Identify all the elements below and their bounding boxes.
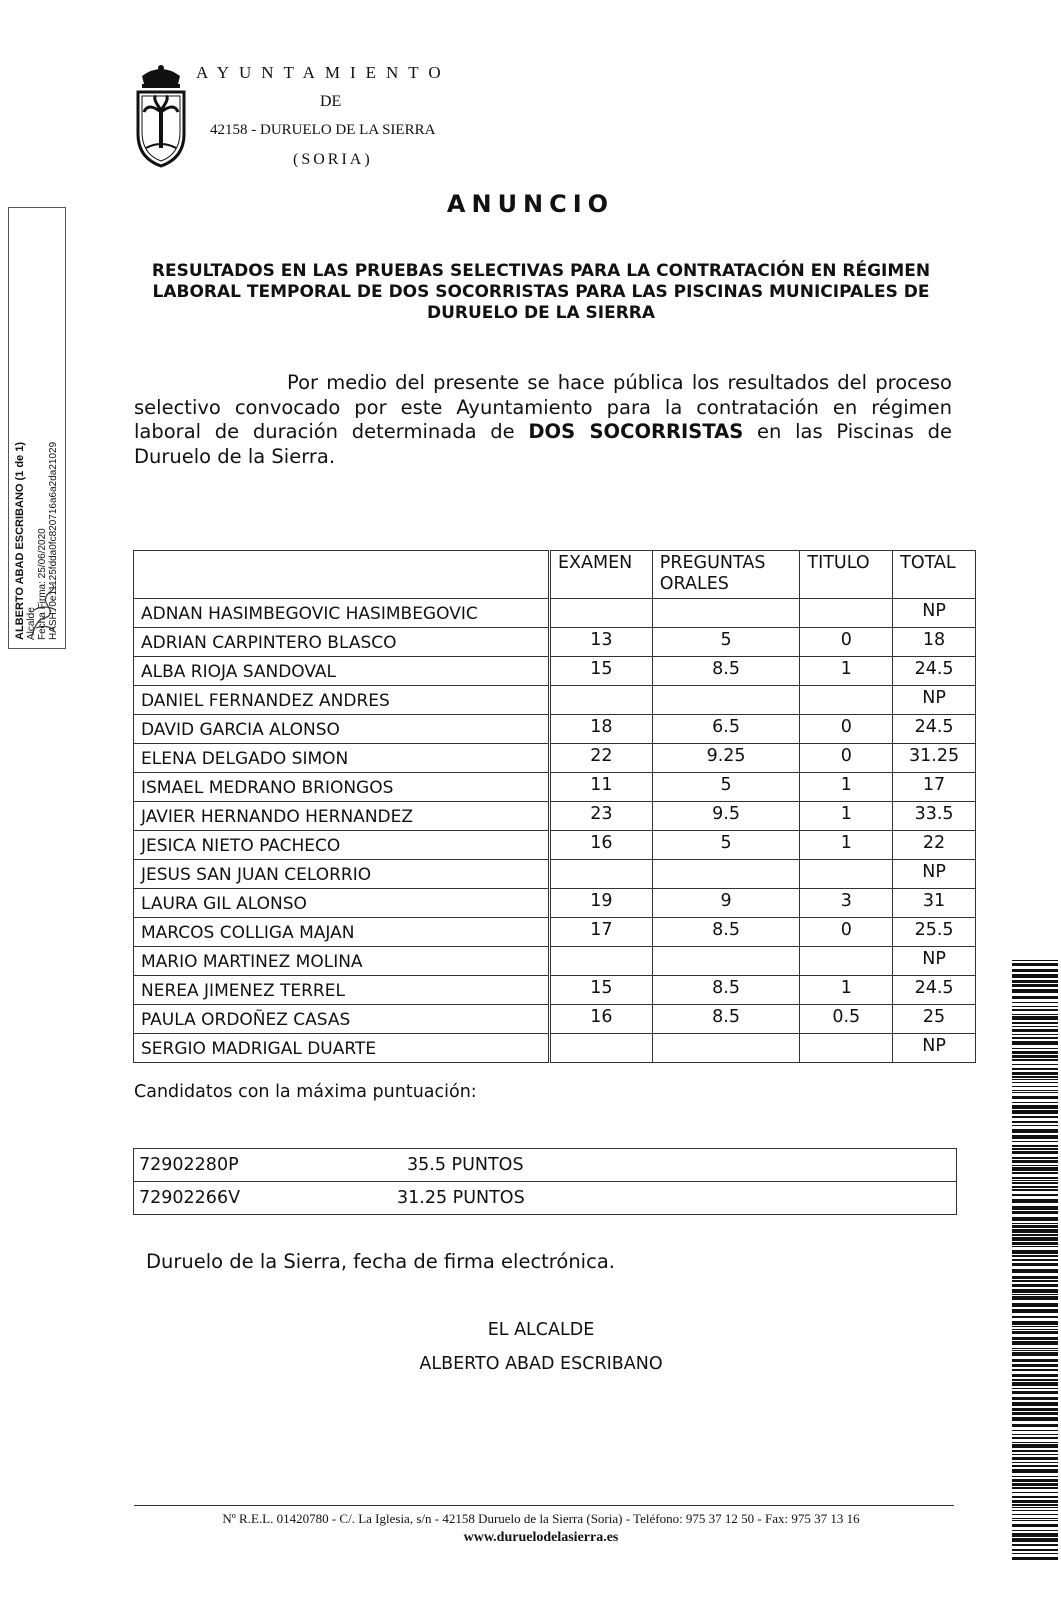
barcode-bar xyxy=(1012,1479,1058,1482)
cell-examen: 17 xyxy=(549,918,652,947)
cell-total: NP xyxy=(893,599,976,628)
cell-total: 17 xyxy=(893,773,976,802)
barcode-bar xyxy=(1012,1437,1058,1439)
stamp-signer: ALBERTO ABAD ESCRIBANO (1 de 1) xyxy=(14,441,26,640)
barcode-bar xyxy=(1012,1350,1058,1351)
header-total: TOTAL xyxy=(893,551,976,599)
barcode-bar xyxy=(1012,1544,1058,1546)
barcode-bar xyxy=(1012,1186,1058,1188)
footer-website: www.duruelodelasierra.es xyxy=(463,1530,619,1545)
candidate-points: 35.5 PUNTOS xyxy=(407,1155,524,1175)
org-province: (SORIA) xyxy=(293,151,373,168)
candidate-name: PAULA ORDOÑEZ CASAS xyxy=(134,1005,550,1034)
barcode-bar xyxy=(1012,1510,1058,1511)
barcode-bar xyxy=(1012,1294,1058,1295)
barcode-bar xyxy=(1012,1462,1058,1463)
barcode-bar xyxy=(1012,1444,1058,1448)
barcode-bar xyxy=(1012,980,1058,983)
barcode-bar xyxy=(1012,1125,1058,1126)
barcode-bar xyxy=(1012,1016,1058,1020)
barcode-bar xyxy=(1012,1145,1058,1147)
cell-preguntas-orales: 8.5 xyxy=(652,976,800,1005)
barcode-bar xyxy=(1012,1121,1058,1123)
barcode-bar xyxy=(1012,1148,1058,1150)
cell-total: 33.5 xyxy=(893,802,976,831)
barcode-bar xyxy=(1012,1457,1058,1460)
barcode-bar xyxy=(1012,1316,1058,1318)
barcode-bar xyxy=(1012,1303,1058,1307)
barcode-bar xyxy=(1012,1059,1058,1061)
table-row xyxy=(134,773,976,802)
cell-examen xyxy=(549,599,652,628)
barcode-bar xyxy=(1012,1341,1058,1345)
candidate-id: 72902280P xyxy=(139,1155,239,1175)
page-subtitle: RESULTADOS EN LAS PRUEBAS SELECTIVAS PARA LA CONTRATACIÓN EN RÉGIMEN LABORAL TEMPORAL DE DOS SOCORRISTAS PARA LAS PISCINAS MUNICIPALES DE DURUELO DE LA SIERRA xyxy=(151,261,931,323)
table-row xyxy=(134,686,976,715)
table-row xyxy=(134,918,976,947)
barcode-bar xyxy=(1012,1051,1058,1054)
cell-examen: 18 xyxy=(549,715,652,744)
org-name: AYUNTAMIENTO xyxy=(196,63,451,82)
barcode-bar xyxy=(1012,1379,1058,1381)
barcode-bar xyxy=(1012,1217,1058,1221)
barcode-bar xyxy=(1012,1309,1058,1313)
barcode-bar xyxy=(1012,1229,1058,1233)
barcode-bar xyxy=(1012,1082,1058,1083)
barcode-bar xyxy=(1012,1364,1058,1367)
coat-of-arms-icon xyxy=(132,62,190,168)
barcode-bar xyxy=(1012,1454,1058,1455)
stamp-role: Alcalde xyxy=(26,607,37,640)
barcode-bar xyxy=(1012,1246,1058,1247)
barcode-bar xyxy=(1012,1151,1058,1154)
barcode-bar xyxy=(1012,1352,1058,1356)
barcode-bar xyxy=(1012,1326,1058,1327)
table-row xyxy=(134,628,976,657)
barcode-bar xyxy=(1012,1064,1058,1065)
footer-divider xyxy=(134,1505,954,1506)
table-row xyxy=(134,744,976,773)
barcode-bar xyxy=(1012,1225,1058,1228)
cell-examen: 19 xyxy=(549,889,652,918)
cell-preguntas-orales: 6.5 xyxy=(652,715,800,744)
cell-titulo: 1 xyxy=(800,773,893,802)
cell-total: NP xyxy=(893,860,976,889)
candidates-label: Candidatos con la máxima puntuación: xyxy=(134,1082,477,1102)
barcode-bar xyxy=(1012,1514,1058,1515)
cell-total: 18 xyxy=(893,628,976,657)
cell-examen xyxy=(549,686,652,715)
cell-total: 24.5 xyxy=(893,976,976,1005)
cell-titulo: 0 xyxy=(800,715,893,744)
barcode-bar xyxy=(1012,1557,1058,1560)
cell-examen: 16 xyxy=(549,1005,652,1034)
candidate-name: ELENA DELGADO SIMON xyxy=(134,744,550,773)
barcode-bar xyxy=(1012,1321,1058,1325)
cell-titulo xyxy=(800,860,893,889)
barcode-bar xyxy=(1012,1263,1058,1266)
stamp-hash: HASH: 0e11125fdda0fc820716a6a2da21029 xyxy=(48,441,59,640)
barcode-bar xyxy=(1012,1391,1058,1394)
barcode-bar xyxy=(1012,1014,1058,1015)
cell-examen xyxy=(549,947,652,976)
barcode-bar xyxy=(1012,1382,1058,1386)
barcode-bar xyxy=(1012,1102,1058,1103)
barcode-icon xyxy=(1012,960,1058,1560)
cell-preguntas-orales xyxy=(652,860,800,889)
barcode-bar xyxy=(1012,1022,1058,1024)
cell-titulo xyxy=(800,1034,893,1063)
barcode-bar xyxy=(1012,1520,1058,1521)
table-row xyxy=(134,947,976,976)
cell-preguntas-orales: 5 xyxy=(652,773,800,802)
table-row xyxy=(134,976,976,1005)
barcode-bar xyxy=(1012,1296,1058,1300)
cell-total: 31 xyxy=(893,889,976,918)
results-table xyxy=(133,550,976,1063)
cell-total: 22 xyxy=(893,831,976,860)
barcode-bar xyxy=(1012,1412,1058,1415)
candidate-name: NEREA JIMENEZ TERREL xyxy=(134,976,550,1005)
barcode-bar xyxy=(1012,1034,1058,1035)
barcode-bar xyxy=(1012,1009,1058,1011)
barcode-bar xyxy=(1012,1504,1058,1506)
barcode-bar xyxy=(1012,1402,1058,1406)
barcode-bar xyxy=(1012,1129,1058,1133)
table-row xyxy=(134,657,976,686)
barcode-bar xyxy=(1012,1424,1058,1427)
intro-paragraph xyxy=(134,371,952,469)
barcode-bar xyxy=(1012,1500,1058,1503)
barcode-bar xyxy=(1012,1086,1058,1087)
barcode-bar xyxy=(1012,1157,1058,1159)
barcode-bar xyxy=(1012,1280,1058,1282)
cell-titulo: 1 xyxy=(800,802,893,831)
barcode-bar xyxy=(1012,1206,1058,1210)
barcode-bar xyxy=(1012,1041,1058,1045)
barcode-bar xyxy=(1012,1518,1058,1519)
barcode-bar xyxy=(1012,1072,1058,1075)
cell-preguntas-orales: 8.5 xyxy=(652,657,800,686)
barcode-bar xyxy=(1012,1337,1058,1340)
barcode-bar xyxy=(1012,1223,1058,1224)
barcode-bar xyxy=(1012,1255,1058,1257)
table-row xyxy=(134,715,976,744)
table-row xyxy=(134,831,976,860)
table-row xyxy=(134,860,976,889)
cell-titulo: 1 xyxy=(800,657,893,686)
barcode-bar xyxy=(1012,989,1058,993)
candidate-name: SERGIO MADRIGAL DUARTE xyxy=(134,1034,550,1063)
cell-total: 25.5 xyxy=(893,918,976,947)
candidate-name: MARIO MARTINEZ MOLINA xyxy=(134,947,550,976)
barcode-bar xyxy=(1012,1530,1058,1531)
cell-titulo: 0 xyxy=(800,918,893,947)
cell-preguntas-orales xyxy=(652,947,800,976)
barcode-bar xyxy=(1012,1076,1058,1078)
barcode-bar xyxy=(1012,1465,1058,1467)
barcode-bar xyxy=(1012,1469,1058,1473)
barcode-bar xyxy=(1012,1167,1058,1171)
barcode-bar xyxy=(1012,1068,1058,1070)
barcode-bar xyxy=(1012,1276,1058,1279)
candidate-id: 72902266V xyxy=(139,1188,241,1208)
barcode-bar xyxy=(1012,1037,1058,1039)
barcode-bar xyxy=(1012,1242,1058,1245)
candidate-name: DAVID GARCIA ALONSO xyxy=(134,715,550,744)
barcode-bar xyxy=(1012,1434,1058,1435)
cell-preguntas-orales: 9.25 xyxy=(652,744,800,773)
barcode-bar xyxy=(1012,1177,1058,1179)
barcode-bar xyxy=(1012,1259,1058,1261)
barcode-bar xyxy=(1012,1199,1058,1203)
cell-total: NP xyxy=(893,947,976,976)
cell-examen: 16 xyxy=(549,831,652,860)
barcode-bar xyxy=(1012,1397,1058,1400)
cell-examen: 11 xyxy=(549,773,652,802)
cell-total: 24.5 xyxy=(893,715,976,744)
table-row xyxy=(134,802,976,831)
barcode-bar xyxy=(1012,1135,1058,1139)
barcode-bar xyxy=(1012,1002,1058,1003)
cell-preguntas-orales xyxy=(652,1034,800,1063)
cell-preguntas-orales: 5 xyxy=(652,831,800,860)
barcode-bar xyxy=(1012,1374,1058,1377)
table-row xyxy=(134,599,976,628)
cell-examen: 15 xyxy=(549,657,652,686)
cell-titulo xyxy=(800,947,893,976)
barcode-bar xyxy=(1012,1359,1058,1362)
barcode-bar xyxy=(1012,1090,1058,1091)
cell-preguntas-orales: 9.5 xyxy=(652,802,800,831)
cell-total: 24.5 xyxy=(893,657,976,686)
candidate-name: JESUS SAN JUAN CELORRIO xyxy=(134,860,550,889)
barcode-bar xyxy=(1012,1533,1058,1537)
footer-address: Nº R.E.L. 01420780 - C/. La Iglesia, s/n - 42158 Duruelo de la Sierra (Soria) - Teléfono: 975 37 12 50 - Fax: 975 37 13 16 xyxy=(222,1511,860,1526)
cell-preguntas-orales: 8.5 xyxy=(652,918,800,947)
barcode-bar xyxy=(1012,1250,1058,1254)
barcode-bar xyxy=(1012,1331,1058,1334)
barcode-bar xyxy=(1012,984,1058,987)
candidate-name: ADNAN HASIMBEGOVIC HASIMBEGOVIC xyxy=(134,599,550,628)
barcode-bar xyxy=(1012,1442,1058,1443)
barcode-bar xyxy=(1012,1092,1058,1093)
barcode-bar xyxy=(1012,1430,1058,1431)
barcode-bar xyxy=(1012,1189,1058,1191)
barcode-bar xyxy=(1012,963,1058,966)
cell-total: NP xyxy=(893,1034,976,1063)
barcode-bar xyxy=(1012,1553,1058,1554)
cell-titulo: 0 xyxy=(800,628,893,657)
barcode-bar xyxy=(1012,1172,1058,1174)
table-row xyxy=(134,1034,976,1063)
barcode-bar xyxy=(1012,996,1058,999)
top-candidate-row xyxy=(134,1149,957,1182)
intro-text-before: Por medio del presente se hace pública los resultados del proceso selectivo convocado por este Ayuntamiento para la contratación en régimen laboral de duración determinada de xyxy=(134,371,952,443)
barcode-bar xyxy=(1012,1524,1058,1527)
header-titulo: TITULO xyxy=(800,551,893,599)
intro-text-bold: DOS SOCORRISTAS xyxy=(528,420,744,443)
header-examen: EXAMEN xyxy=(549,551,652,599)
cell-examen: 13 xyxy=(549,628,652,657)
cell-titulo xyxy=(800,686,893,715)
candidate-name: LAURA GIL ALONSO xyxy=(134,889,550,918)
candidate-name: JESICA NIETO PACHECO xyxy=(134,831,550,860)
handwritten-signature-icon xyxy=(26,580,62,640)
cell-titulo: 0.5 xyxy=(800,1005,893,1034)
barcode-bar xyxy=(1012,1507,1058,1508)
cell-preguntas-orales: 5 xyxy=(652,628,800,657)
candidate-name: DANIEL FERNANDEZ ANDRES xyxy=(134,686,550,715)
barcode-bar xyxy=(1012,1110,1058,1114)
barcode-bar xyxy=(1012,1116,1058,1118)
barcode-bar xyxy=(1012,1388,1058,1389)
barcode-bar xyxy=(1012,1329,1058,1330)
cell-examen: 23 xyxy=(549,802,652,831)
barcode-bar xyxy=(1012,1348,1058,1349)
barcode-bar xyxy=(1012,1182,1058,1184)
place-date: Duruelo de la Sierra, fecha de firma electrónica. xyxy=(146,1250,615,1273)
signature-name: ALBERTO ABAD ESCRIBANO xyxy=(419,1354,663,1374)
barcode-bar xyxy=(1012,1450,1058,1452)
barcode-bar xyxy=(1012,1549,1058,1551)
candidate-points: 31.25 PUNTOS xyxy=(397,1188,525,1208)
signature-title: EL ALCALDE xyxy=(487,1320,595,1340)
cell-total: NP xyxy=(893,686,976,715)
barcode-bar xyxy=(1012,1006,1058,1007)
barcode-bar xyxy=(1012,1496,1058,1498)
barcode-bar xyxy=(1012,1105,1058,1109)
barcode-bar xyxy=(1012,1289,1058,1293)
cell-total: 31.25 xyxy=(893,744,976,773)
barcode-bar xyxy=(1012,960,1058,961)
header-name xyxy=(134,551,550,599)
barcode-bar xyxy=(1012,1538,1058,1542)
cell-preguntas-orales: 9 xyxy=(652,889,800,918)
org-de: DE xyxy=(320,93,342,110)
cell-examen: 15 xyxy=(549,976,652,1005)
barcode-bar xyxy=(1012,1487,1058,1489)
barcode-bar xyxy=(1012,1211,1058,1214)
barcode-bar xyxy=(1012,974,1058,978)
cell-preguntas-orales xyxy=(652,599,800,628)
top-candidate-row xyxy=(134,1182,957,1215)
page-title: ANUNCIO xyxy=(446,190,615,218)
cell-titulo: 3 xyxy=(800,889,893,918)
cell-preguntas-orales: 8.5 xyxy=(652,1005,800,1034)
cell-titulo: 0 xyxy=(800,744,893,773)
candidate-name: ALBA RIOJA SANDOVAL xyxy=(134,657,550,686)
stamp-date: Fecha Firma: 25/06/2020 xyxy=(37,528,48,640)
barcode-bar xyxy=(1012,1408,1058,1411)
barcode-bar xyxy=(1012,1079,1058,1080)
table-header-row xyxy=(134,551,976,599)
cell-titulo: 1 xyxy=(800,976,893,1005)
barcode-bar xyxy=(1012,1284,1058,1287)
barcode-bar xyxy=(1012,1055,1058,1058)
barcode-bar xyxy=(1012,1234,1058,1236)
barcode-bar xyxy=(1012,1141,1058,1142)
intro-text-after: en las Piscinas de Duruelo de la Sierra. xyxy=(134,420,952,468)
barcode-bar xyxy=(1012,1165,1058,1166)
header-preguntas-orales: PREGUNTAS ORALES xyxy=(652,551,800,599)
cell-examen: 22 xyxy=(549,744,652,773)
cell-examen xyxy=(549,860,652,889)
barcode-bar xyxy=(1012,1369,1058,1371)
org-address: 42158 - DURUELO DE LA SIERRA xyxy=(210,122,436,138)
barcode-bar xyxy=(1012,1160,1058,1163)
barcode-bar xyxy=(1012,1492,1058,1493)
candidate-name: ADRIAN CARPINTERO BLASCO xyxy=(134,628,550,657)
cell-titulo xyxy=(800,599,893,628)
barcode-bar xyxy=(1012,1048,1058,1049)
table-row xyxy=(134,889,976,918)
top-candidates-table xyxy=(133,1148,957,1215)
barcode-bar xyxy=(1012,1483,1058,1486)
cell-total: 25 xyxy=(893,1005,976,1034)
candidate-name: MARCOS COLLIGA MAJAN xyxy=(134,918,550,947)
cell-examen xyxy=(549,1034,652,1063)
barcode-bar xyxy=(1012,1237,1058,1241)
barcode-bar xyxy=(1012,1026,1058,1027)
candidate-name: JAVIER HERNANDO HERNANDEZ xyxy=(134,802,550,831)
barcode-bar xyxy=(1012,1417,1058,1421)
candidate-name: ISMAEL MEDRANO BRIONGOS xyxy=(134,773,550,802)
barcode-bar xyxy=(1012,1476,1058,1477)
barcode-bar xyxy=(1012,1096,1058,1099)
barcode-bar xyxy=(1012,969,1058,972)
table-row xyxy=(134,1005,976,1034)
barcode-bar xyxy=(1012,1194,1058,1196)
barcode-bar xyxy=(1012,1029,1058,1032)
cell-titulo: 1 xyxy=(800,831,893,860)
barcode-bar xyxy=(1012,1180,1058,1181)
barcode-bar xyxy=(1012,1269,1058,1273)
cell-preguntas-orales xyxy=(652,686,800,715)
